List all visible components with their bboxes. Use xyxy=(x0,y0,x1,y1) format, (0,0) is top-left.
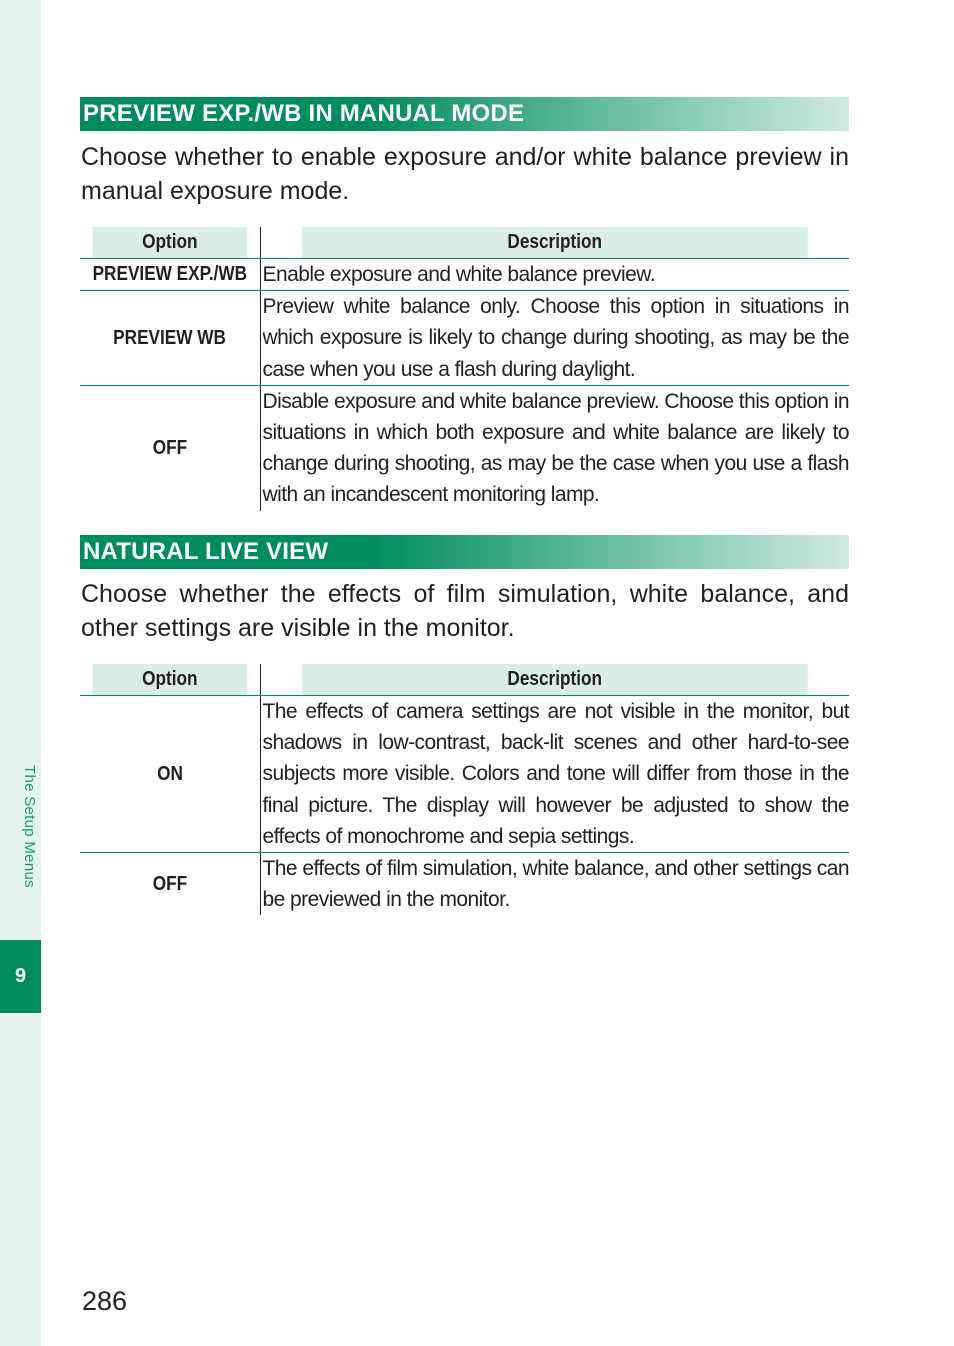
option-name-cell xyxy=(80,385,260,510)
option-description: Enable exposure and white balance preview. xyxy=(260,259,849,291)
options-table-natural-live-view xyxy=(80,664,849,915)
section-intro: Choose whether the effects of film simulation, white balance, and other settings are visible in the monitor. xyxy=(81,580,849,642)
options-table-preview-exp-wb xyxy=(80,227,849,511)
option-name: OFF xyxy=(152,436,187,459)
option-description: Disable exposure and white balance preview. Choose this option in situations in which both exposure and white balance are likely to change during shooting, as may be the case when you use a flash with an incandescent monitoring lamp. xyxy=(260,385,849,510)
column-header-option: Option xyxy=(93,227,248,259)
section-heading-natural-live-view xyxy=(80,535,849,569)
section-intro: Choose whether to enable exposure and/or white balance preview in manual exposure mode. xyxy=(81,143,849,205)
option-name-cell xyxy=(80,853,260,916)
table-row xyxy=(80,853,849,916)
section-title: PREVIEW EXP./WB IN MANUAL MODE xyxy=(83,100,525,127)
chapter-number-tab: 9 xyxy=(0,940,41,1013)
column-header-description: Description xyxy=(301,664,808,696)
option-name: ON xyxy=(156,762,183,785)
table-row xyxy=(80,291,849,386)
table-row xyxy=(80,259,849,291)
option-name: PREVIEW EXP./WB xyxy=(92,263,248,286)
option-name: PREVIEW WB xyxy=(113,326,227,349)
page-number: 286 xyxy=(82,1286,128,1316)
option-description: The effects of film simulation, white balance, and other settings can be previewed in the monitor. xyxy=(260,853,849,916)
column-header-description: Description xyxy=(301,227,808,259)
table-header-row xyxy=(80,664,849,696)
option-name-cell xyxy=(80,259,260,291)
section-title: NATURAL LIVE VIEW xyxy=(83,538,329,565)
option-description: The effects of camera settings are not visible in the monitor, but shadows in low-contrast, back-lit scenes and other hard-to-see subjects more visible. Colors and tone will differ from those in the final picture. The display will however be adjusted to show the effects of monochrome and sepia settings. xyxy=(260,696,849,853)
chapter-sidebar xyxy=(0,0,41,1346)
option-description: Preview white balance only. Choose this option in situations in which exposure is likely to change during shooting, as may be the case when you use a flash during daylight. xyxy=(260,291,849,386)
table-header-row xyxy=(80,227,849,259)
section-heading-preview-exp-wb xyxy=(80,97,849,131)
option-name: OFF xyxy=(152,872,187,895)
table-row xyxy=(80,696,849,853)
chapter-label: The Setup Menus xyxy=(21,765,38,888)
option-name-cell xyxy=(80,696,260,853)
table-row xyxy=(80,385,849,510)
column-header-option: Option xyxy=(93,664,248,696)
option-name-cell xyxy=(80,291,260,386)
